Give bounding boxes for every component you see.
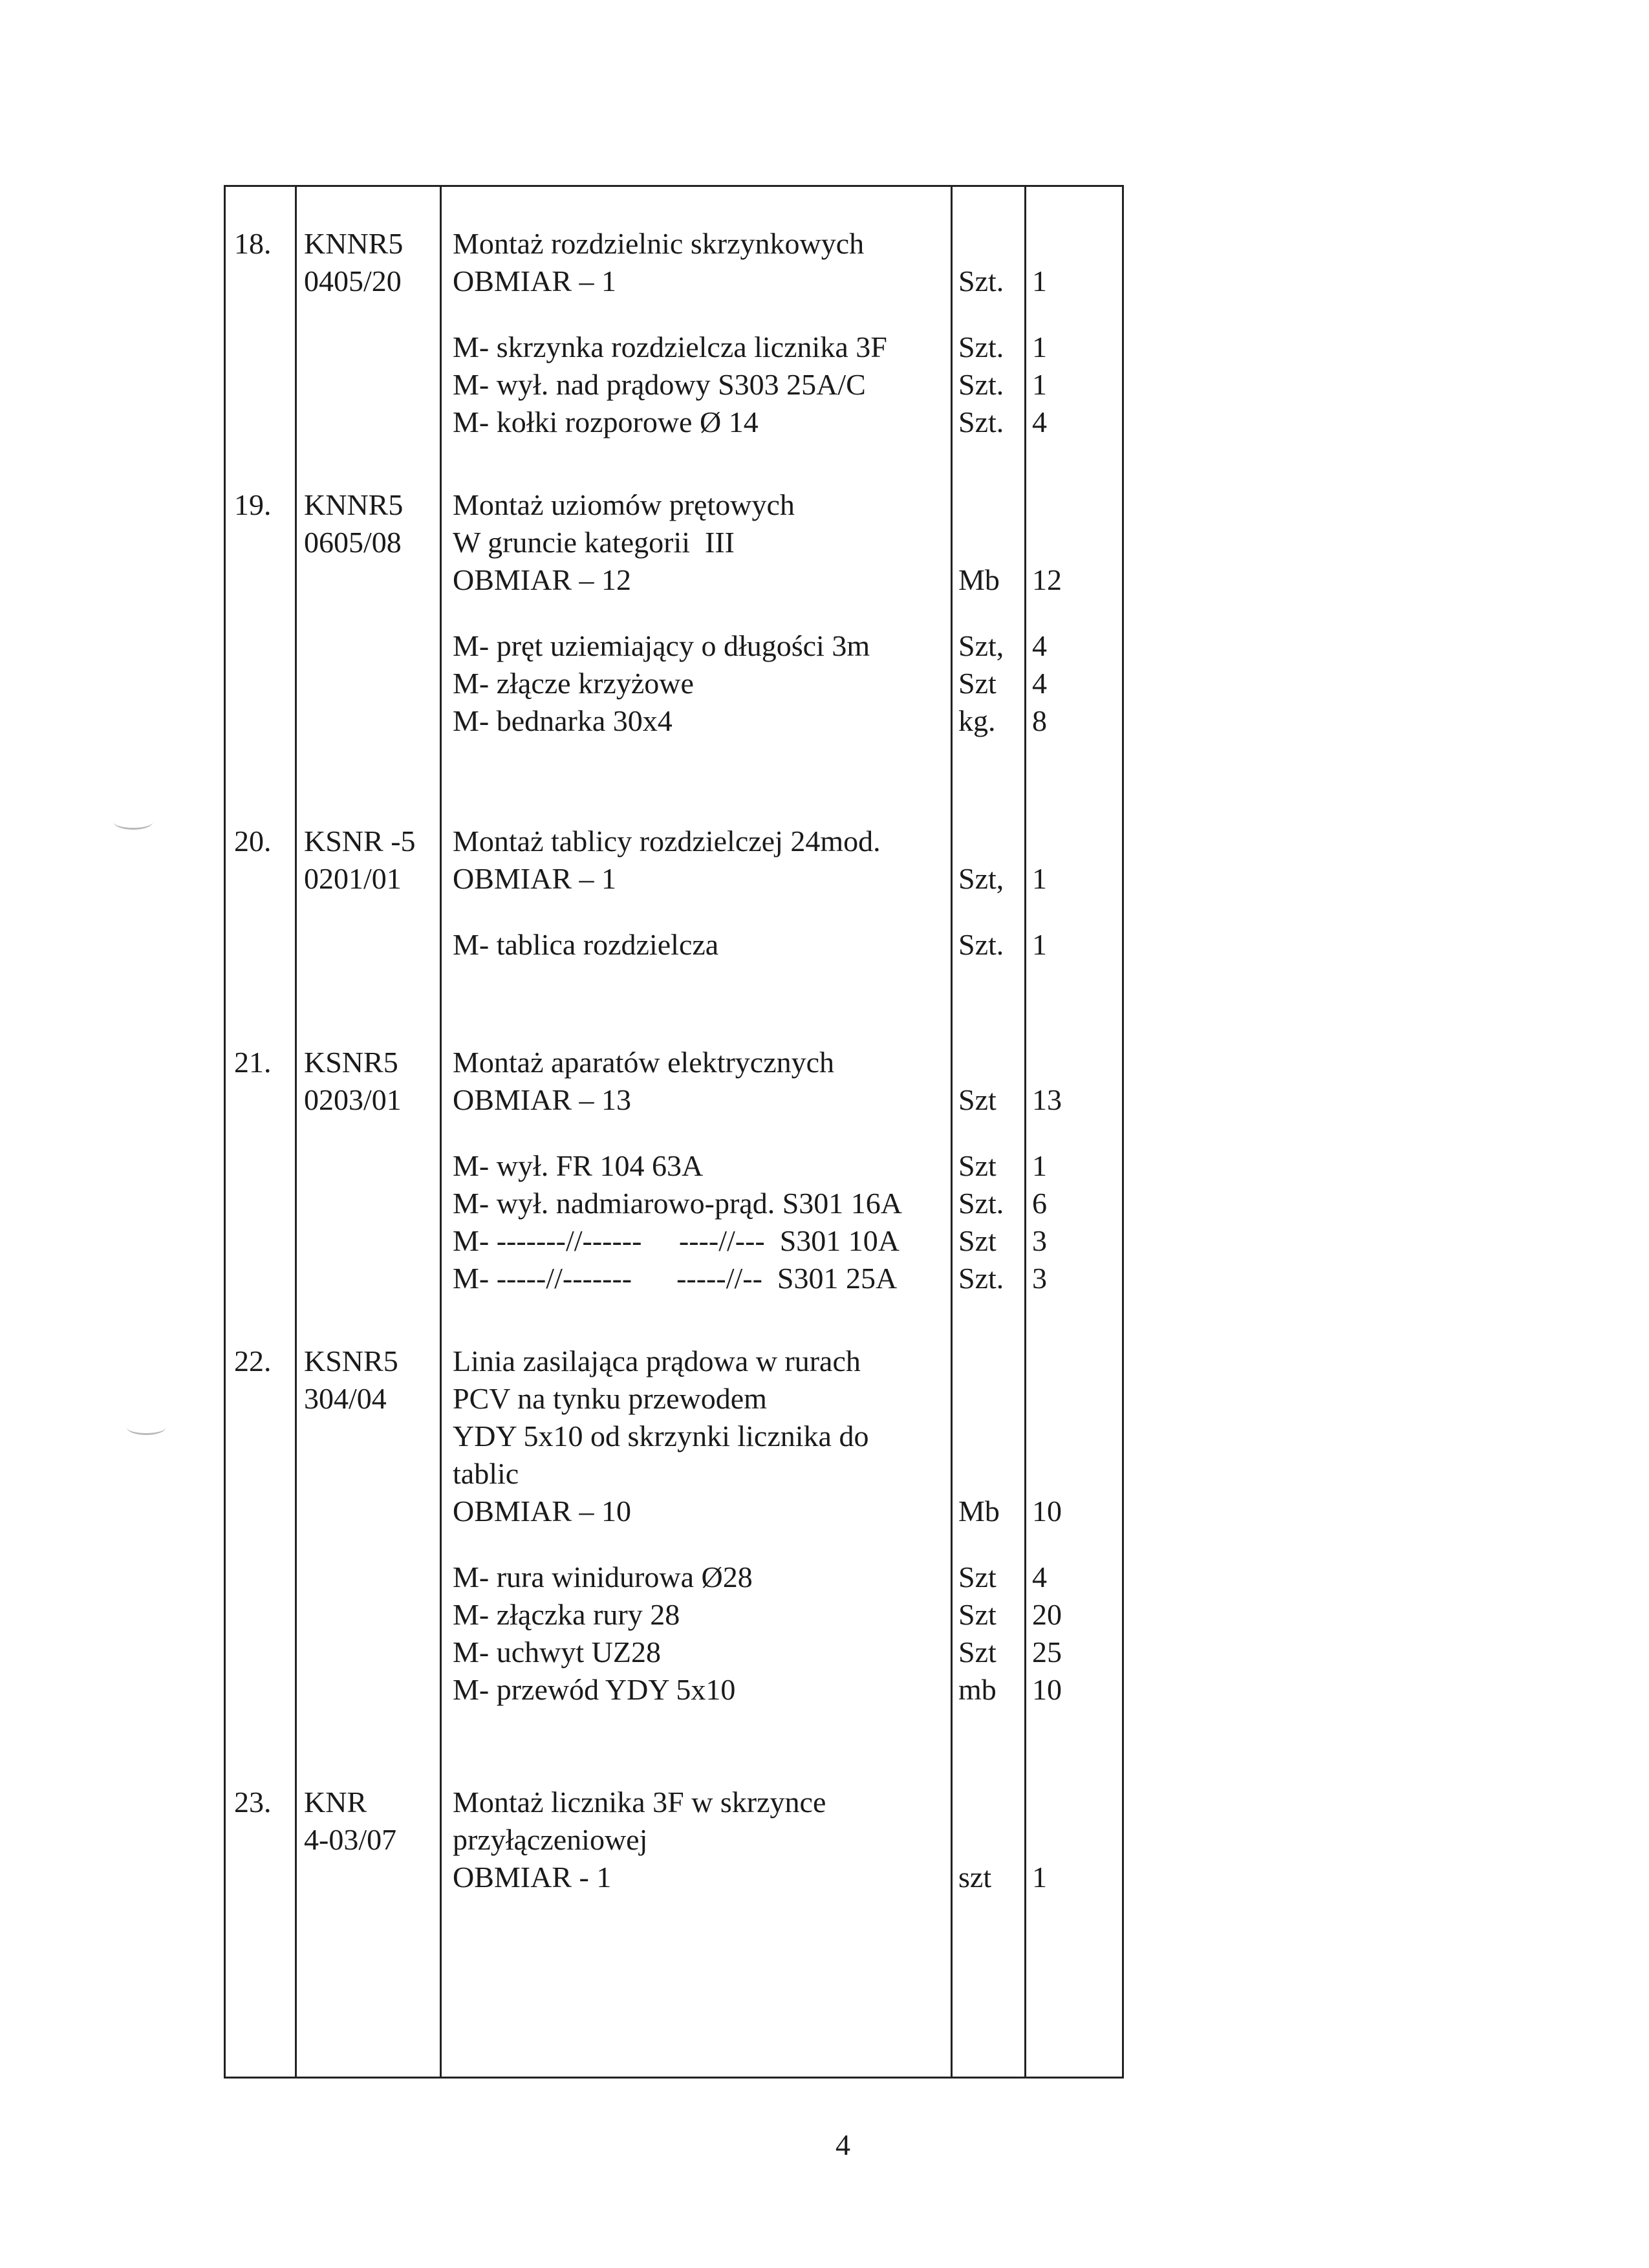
material-quantity: 4 <box>1032 1561 1047 1593</box>
work-description: YDY 5x10 od skrzynki licznika do <box>453 1420 869 1453</box>
material-quantity: 3 <box>1032 1262 1047 1295</box>
item-number: 19. <box>234 488 272 521</box>
norm-code: KSNR5 <box>304 1345 398 1377</box>
material-description: M- bednarka 30x4 <box>453 704 673 737</box>
work-description: OBMIAR – 1 <box>453 265 617 297</box>
unit-of-measure: Szt, <box>958 862 1004 895</box>
material-unit: Szt <box>958 1224 997 1257</box>
work-description: Montaż uziomów prętowych <box>453 488 795 521</box>
material-description: M- -----//------- -----//-- S301 25A <box>453 1262 898 1295</box>
work-description: OBMIAR - 1 <box>453 1861 612 1894</box>
quantity: 12 <box>1032 563 1062 596</box>
work-description: Montaż tablicy rozdzielczej 24mod. <box>453 825 881 858</box>
material-quantity: 4 <box>1032 629 1047 662</box>
material-quantity: 4 <box>1032 405 1047 438</box>
material-quantity: 1 <box>1032 330 1047 363</box>
column-divider <box>1024 185 1026 2079</box>
unit-of-measure: Mb <box>958 1495 1000 1528</box>
material-description: M- kołki rozporowe Ø 14 <box>453 405 759 438</box>
material-unit: mb <box>958 1673 997 1706</box>
material-quantity: 1 <box>1032 1149 1047 1182</box>
material-quantity: 4 <box>1032 667 1047 700</box>
material-unit: Szt. <box>958 330 1004 363</box>
norm-code: KSNR -5 <box>304 825 416 858</box>
work-description: OBMIAR – 10 <box>453 1495 632 1528</box>
work-description: W gruncie kategorii III <box>453 526 735 559</box>
norm-code: KNNR5 <box>304 488 404 521</box>
material-unit: Szt <box>958 1598 997 1631</box>
material-description: M- skrzynka rozdzielcza licznika 3F <box>453 330 887 363</box>
norm-code: KNNR5 <box>304 227 404 260</box>
material-description: M- rura winidurowa Ø28 <box>453 1561 753 1593</box>
work-description: OBMIAR – 12 <box>453 563 632 596</box>
material-description: M- pręt uziemiający o długości 3m <box>453 629 870 662</box>
scan-artifact <box>114 815 153 830</box>
quantity: 10 <box>1032 1495 1062 1528</box>
table-row <box>0 225 1649 438</box>
column-divider <box>440 185 442 2079</box>
page-number: 4 <box>835 2128 850 2161</box>
norm-code: 0405/20 <box>304 265 402 297</box>
material-unit: kg. <box>958 704 996 737</box>
norm-code: 4-03/07 <box>304 1823 397 1856</box>
material-unit: Szt. <box>958 1262 1004 1295</box>
item-number: 20. <box>234 825 272 858</box>
norm-code: KNR <box>304 1786 367 1819</box>
unit-of-measure: Mb <box>958 563 1000 596</box>
material-description: M- uchwyt UZ28 <box>453 1636 661 1669</box>
material-unit: Szt. <box>958 1187 1004 1220</box>
material-unit: Szt <box>958 1149 997 1182</box>
norm-code: 0203/01 <box>304 1083 402 1116</box>
quantity: 1 <box>1032 862 1047 895</box>
work-description: Montaż licznika 3F w skrzynce <box>453 1786 826 1819</box>
unit-of-measure: Szt <box>958 1083 997 1116</box>
material-description: M- -------//------ ----//--- S301 10A <box>453 1224 900 1257</box>
material-unit: Szt. <box>958 368 1004 401</box>
material-unit: Szt <box>958 1636 997 1669</box>
quantity: 1 <box>1032 265 1047 297</box>
item-number: 21. <box>234 1046 272 1079</box>
norm-code: 0201/01 <box>304 862 402 895</box>
material-description: M- wył. FR 104 63A <box>453 1149 704 1182</box>
material-quantity: 1 <box>1032 928 1047 961</box>
norm-code: 304/04 <box>304 1382 387 1415</box>
material-quantity: 1 <box>1032 368 1047 401</box>
column-divider <box>295 185 297 2079</box>
material-unit: Szt. <box>958 928 1004 961</box>
material-description: M- tablica rozdzielcza <box>453 928 719 961</box>
material-quantity: 10 <box>1032 1673 1062 1706</box>
material-quantity: 20 <box>1032 1598 1062 1631</box>
material-quantity: 6 <box>1032 1187 1047 1220</box>
work-description: przyłączeniowej <box>453 1823 648 1856</box>
scan-artifact <box>127 1420 166 1435</box>
work-description: OBMIAR – 1 <box>453 862 617 895</box>
unit-of-measure: szt <box>958 1861 992 1894</box>
item-number: 22. <box>234 1345 272 1377</box>
work-description: Montaż aparatów elektrycznych <box>453 1046 835 1079</box>
work-description: Linia zasilająca prądowa w rurach <box>453 1345 861 1377</box>
item-number: 23. <box>234 1786 272 1819</box>
quantity: 1 <box>1032 1861 1047 1894</box>
work-description: OBMIAR – 13 <box>453 1083 632 1116</box>
material-description: M- złącze krzyżowe <box>453 667 694 700</box>
column-divider <box>951 185 953 2079</box>
work-description: PCV na tynku przewodem <box>453 1382 767 1415</box>
unit-of-measure: Szt. <box>958 265 1004 297</box>
material-description: M- złączka rury 28 <box>453 1598 680 1631</box>
norm-code: KSNR5 <box>304 1046 398 1079</box>
material-unit: Szt, <box>958 629 1004 662</box>
material-unit: Szt <box>958 1561 997 1593</box>
item-number: 18. <box>234 227 272 260</box>
material-unit: Szt <box>958 667 997 700</box>
quantity: 13 <box>1032 1083 1062 1116</box>
material-quantity: 25 <box>1032 1636 1062 1669</box>
material-description: M- wył. nad prądowy S303 25A/C <box>453 368 866 401</box>
material-description: M- przewód YDY 5x10 <box>453 1673 736 1706</box>
table-row <box>0 486 1649 737</box>
work-description: Montaż rozdzielnic skrzynkowych <box>453 227 865 260</box>
material-quantity: 3 <box>1032 1224 1047 1257</box>
material-description: M- wył. nadmiarowo-prąd. S301 16A <box>453 1187 903 1220</box>
material-quantity: 8 <box>1032 704 1047 737</box>
norm-code: 0605/08 <box>304 526 402 559</box>
work-description: tablic <box>453 1457 519 1490</box>
material-unit: Szt. <box>958 405 1004 438</box>
